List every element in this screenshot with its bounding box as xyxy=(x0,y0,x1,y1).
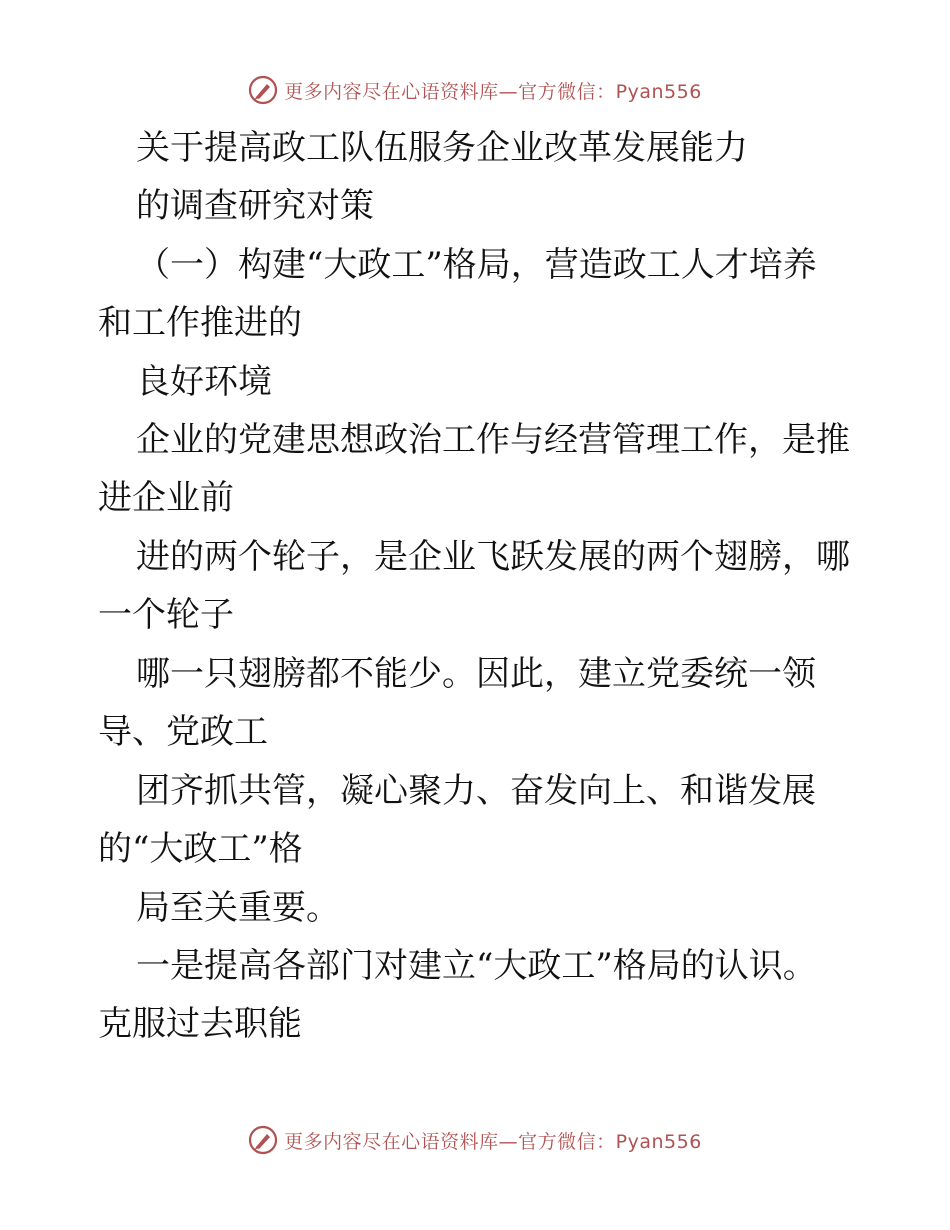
footer-watermark xyxy=(0,1120,950,1160)
title-line-1: 关于提高政工队伍服务企业改革发展能力 xyxy=(136,128,748,168)
paragraph-line: 一是提高各部门对建立“大政工”格局的认识。 xyxy=(136,946,817,986)
section-heading-line-1: （一）构建“大政工”格局，营造政工人才培养 xyxy=(136,245,817,285)
title-line-2: 的调查研究对策 xyxy=(136,186,374,226)
paragraph-line: 进的两个轮子，是企业飞跃发展的两个翅膀，哪 xyxy=(136,537,850,577)
paragraph-line: 导、党政工 xyxy=(98,712,268,752)
section-heading-line-3: 良好环境 xyxy=(136,362,272,402)
paragraph-line: 局至关重要。 xyxy=(136,888,340,928)
watermark-text: 更多内容尽在心语资料库—官方微信：Pyan556 xyxy=(284,80,702,103)
paragraph-line: 哪一只翅膀都不能少。因此，建立党委统一领 xyxy=(136,654,816,694)
paragraph-line: 一个轮子 xyxy=(98,595,234,635)
pen-circle-logo-icon xyxy=(248,1125,278,1155)
paragraph-line: 进企业前 xyxy=(98,478,234,518)
paragraph-line: 团齐抓共管，凝心聚力、奋发向上、和谐发展 xyxy=(136,771,816,811)
watermark-text: 更多内容尽在心语资料库—官方微信：Pyan556 xyxy=(284,1130,702,1153)
paragraph-line: 克服过去职能 xyxy=(98,1004,302,1044)
paragraph-line: 企业的党建思想政治工作与经营管理工作，是推 xyxy=(136,420,850,460)
section-heading-line-2: 和工作推进的 xyxy=(98,303,302,343)
paragraph-line: 的“大政工”格 xyxy=(98,829,303,869)
